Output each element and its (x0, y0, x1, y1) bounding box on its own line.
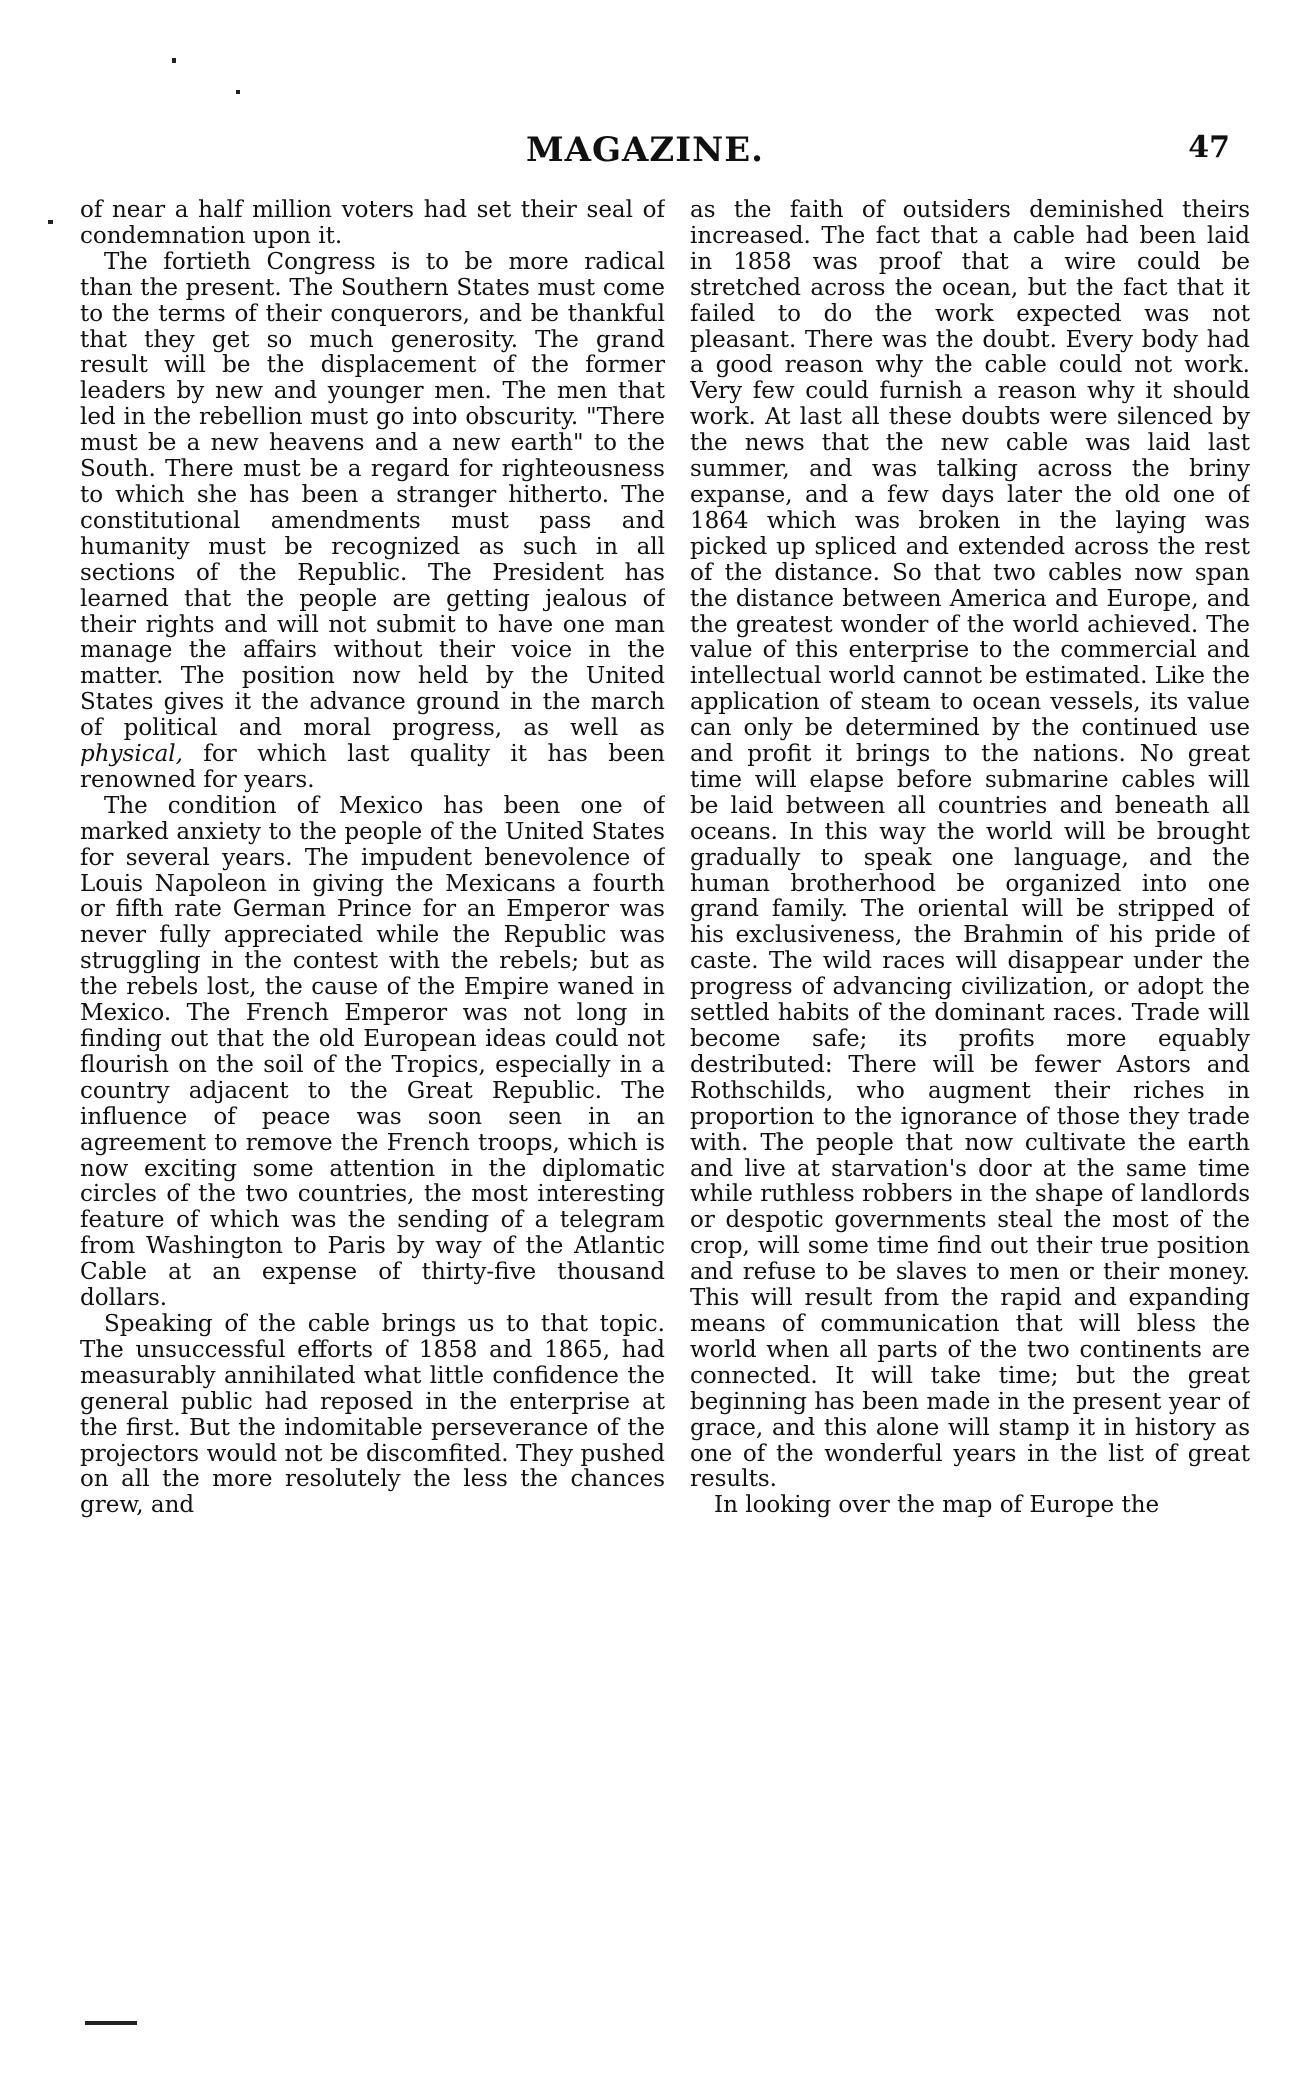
paragraph: of near a half million voters had set their seal of condemnation upon it. (80, 198, 665, 249)
paragraph: Speaking of the cable brings us to that topic. The unsuccessful efforts of 1858 and 1865, had measurably annihilated what little confidence the general public had reposed in the enterprise at the first. But the indomitable perseverance of the projectors would not be discomfited. They pushed on all the more resolutely the less the chances grew, and (80, 1310, 665, 1519)
page-header (60, 130, 1230, 180)
article-body (50, 198, 1250, 2028)
paragraph-text: for which last quality it has been renowned for years. (80, 741, 665, 793)
paragraph-text: The fortieth Congress is to be more radical than the present. The Southern States must come to the terms of their conquerors, and be thankful that they get so much generosity. The grand result will be the displacement of the former leaders by new and younger men. The men that led in the rebellion must go into obscurity. "There must be a new heavens and a new earth" to the South. There must be a regard for righteousness to which she has been a stranger hitherto. The constitutional amendments must pass and humanity must be recognized as such in all sections of the Republic. The President has learned that the people are getting jealous of their rights and will not submit to have one man manage the affairs without their voice in the matter. The position now held by the United States gives it the advance ground in the march of political and moral progress, as well as (80, 248, 665, 742)
left-column (80, 198, 665, 2028)
running-title: MAGAZINE. (526, 130, 764, 170)
paragraph (80, 250, 665, 794)
page-number: 47 (1188, 130, 1230, 165)
right-column (690, 198, 1250, 2028)
ink-speck (172, 58, 176, 63)
paragraph: In looking over the map of Europe the (714, 1492, 1160, 1519)
paragraph: as the faith of outsiders deminished theirs increased. The fact that a cable had been laid in 1858 was proof that a wire could be stretched across the ocean, but the fact that it failed to do the work expected was not pleasant. There was the doubt. Every body had a good reason why the cable could not work. Very few could furnish a reason why it should work. At last all these doubts were silenced by the news that the new cable was laid last summer, and was talking across the briny expanse, and a few days later the old one of 1864 which was broken in the laying was picked up spliced and extended across the rest of the distance. So that two cables now span the distance between America and Europe, and the greatest wonder of the world achieved. The value of this enterprise to the commercial and intellectual world cannot be estimated. Like the application of steam to ocean vessels, its value can only be determined by the continued use and profit it brings to the nations. No great time will elapse before submarine cables will be laid between all countries and beneath all oceans. In this way the world will be brought gradually to speak one language, and the human brotherhood be organized into one grand family. The oriental will be stripped of his exclusiveness, the Brahmin of his pride of caste. The wild races will disappear under the progress of advancing civilization, or adopt the settled habits of the dominant races. Trade will become safe; its profits more equably destributed: There will be fewer Astors and Rothschilds, who augment their riches in proportion to the ignorance of those they trade with. The people that now cultivate the earth and live at starvation's door at the same time while ruthless robbers in the shape of landlords or despotic governments steal the most of the crop, will some time find out their true position and refuse to be slaves to men or their money. This will result from the rapid and expanding means of communication that will bless the world when all parts of the two continents are connected. It will take time; but the great beginning has been made in the present year of grace, and this alone will stamp it in history as one of the wonderful years in the list of great results. (690, 198, 1250, 1493)
ink-dash (85, 2021, 137, 2025)
paragraph: The condition of Mexico has been one of marked anxiety to the people of the United States for several years. The impudent benevolence of Louis Napoleon in giving the Mexicans a fourth or fifth rate German Prince for an Emperor was never fully appreciated while the Republic was struggling in the contest with the rebels; but as the rebels lost, the cause of the Empire waned in Mexico. The French Emperor was not long in finding out that the old European ideas could not flourish on the soil of the Tropics, especially in a country adjacent to the Great Republic. The influence of peace was soon seen in an agreement to remove the French troops, which is now exciting some attention in the diplomatic circles of the two countries, the most interesting feature of which was the sending of a telegram from Washington to Paris by way of the Atlantic Cable at an expense of thirty-five thousand dollars. (80, 792, 665, 1312)
ink-speck (236, 90, 240, 94)
italic-word: physical, (80, 741, 183, 768)
